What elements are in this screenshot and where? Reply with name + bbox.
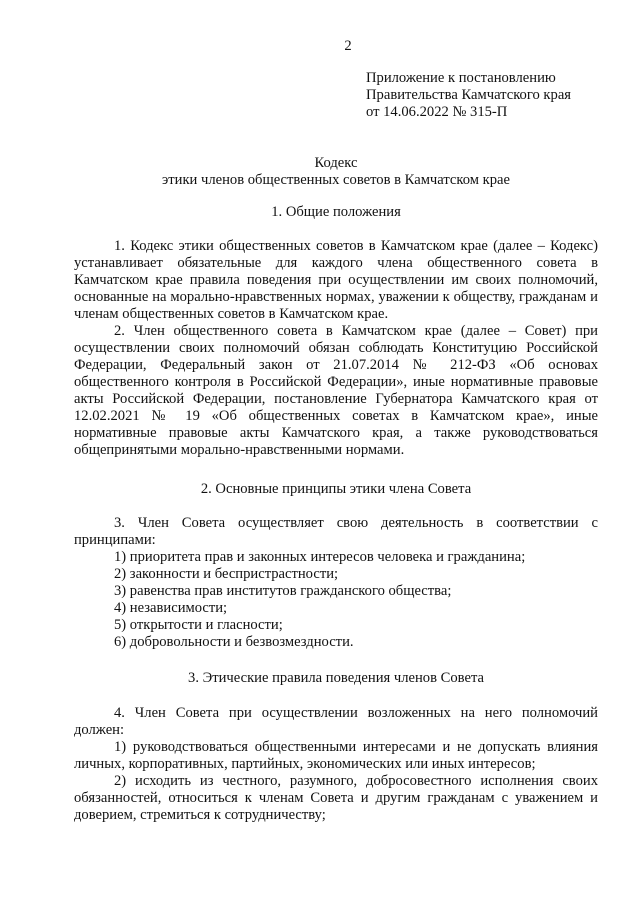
title-line-2: этики членов общественных советов в Камчатском крае	[162, 172, 510, 188]
principle-item: 3) равенства прав институтов гражданского общества;	[114, 583, 452, 599]
paragraph-3: 3. Член Совета осуществляет свою деятельность в соответствии с принципами:	[74, 515, 598, 548]
duty-item-2: 2) исходить из честного, разумного, добросовестного исполнения своих обязанностей, относиться к членам Совета и другим гражданам с уважением и доверием, стремиться к сотрудничеству;	[74, 773, 598, 823]
principle-item: 6) добровольности и безвозмездности.	[114, 634, 354, 650]
principle-item: 4) независимости;	[114, 600, 228, 616]
principle-item: 5) открытости и гласности;	[114, 617, 283, 633]
principle-item: 2) законности и беспристрастности;	[114, 566, 339, 582]
page-number: 2	[344, 38, 352, 54]
section-3-body	[74, 705, 598, 824]
duty-item-1: 1) руководствоваться общественными интересами и не допускать влияния личных, корпоративных, партийных, экономических или иных интересов;	[74, 739, 598, 772]
section-3-heading: 3. Этические правила поведения членов Совета	[188, 670, 484, 686]
section-2-body	[74, 515, 598, 651]
section-1-body	[74, 238, 598, 459]
section-1-heading: 1. Общие положения	[271, 204, 401, 220]
paragraph-1: 1. Кодекс этики общественных советов в Камчатском крае (далее – Кодекс) устанавливает обязательные для каждого члена общественного совета в Камчатском крае правила поведения при осуществлении им своих полномочий, основанные на морально-нравственных нормах, уважении к обществу, гражданам и членам общественных советов в Камчатском крае.	[74, 238, 598, 322]
title-line-1: Кодекс	[314, 155, 358, 171]
appendix-line-2: Правительства Камчатского края	[366, 87, 572, 103]
principle-item: 1) приоритета прав и законных интересов человека и гражданина;	[114, 549, 526, 565]
appendix-block	[366, 70, 616, 121]
appendix-line-3: от 14.06.2022 № 315-П	[366, 104, 508, 120]
paragraph-4: 4. Член Совета при осуществлении возложенных на него полномочий должен:	[74, 705, 598, 738]
section-2-heading: 2. Основные принципы этики члена Совета	[200, 481, 472, 497]
appendix-line-1: Приложение к постановлению	[366, 70, 556, 86]
paragraph-2: 2. Член общественного совета в Камчатском крае (далее – Совет) при осуществлении своих полномочий обязан соблюдать Конституцию Российской Федерации, Федеральный закон от 21.07.2014 № 212-ФЗ «Об основах общественного контроля в Российской Федерации», иные нормативные правовые акты Российской Федерации, постановление Губернатора Камчатского края от 12.02.2021 № 19 «Об общественных советах в Камчатском крае», иные нормативные правовые акты Камчатского края, а также руководствоваться общепринятыми морально-нравственными нормами.	[74, 323, 598, 458]
document-title	[74, 155, 598, 189]
